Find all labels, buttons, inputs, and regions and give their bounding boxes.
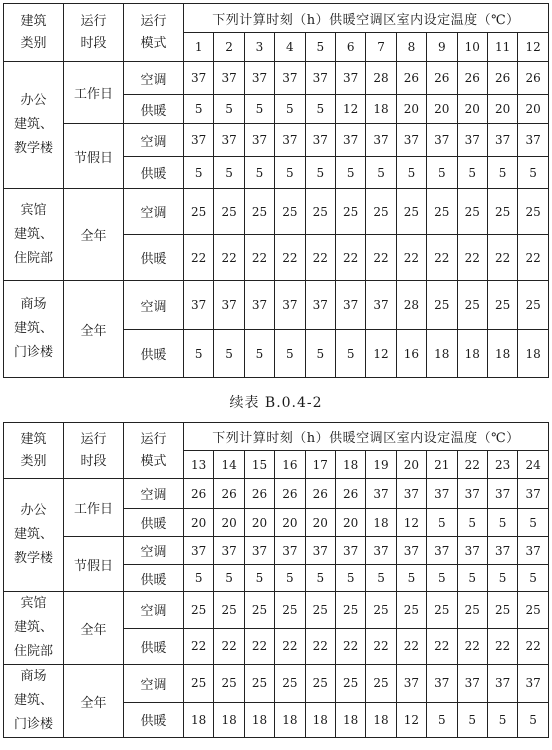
table-row [4, 189, 549, 235]
temperature-cell: 22 [518, 628, 549, 665]
temperature-cell: 5 [244, 565, 274, 592]
temperature-cell: 25 [366, 665, 396, 703]
temperature-cell: 37 [184, 62, 214, 95]
temperature-cell: 18 [366, 509, 396, 537]
temperature-cell: 16 [396, 330, 426, 378]
temperature-cell: 25 [184, 592, 214, 629]
temperature-cell: 26 [427, 62, 457, 95]
hour-header: 10 [457, 33, 487, 62]
period-all-year: 全年 [64, 592, 124, 665]
temperature-cell: 25 [366, 189, 396, 235]
temperature-cell: 18 [457, 330, 487, 378]
temperature-cell: 37 [244, 281, 274, 330]
period-holiday: 节假日 [64, 537, 124, 592]
temperature-cell: 37 [427, 479, 457, 509]
hour-header: 23 [487, 451, 517, 479]
category-hotel: 宾馆 建筑、 住院部 [4, 592, 64, 665]
temperature-cell: 37 [427, 665, 457, 703]
temperature-cell: 5 [184, 565, 214, 592]
temperature-cell: 37 [335, 537, 365, 565]
temperature-cell: 5 [518, 157, 549, 189]
header-operating-mode: 运行 模式 [124, 4, 184, 62]
temperature-cell: 25 [427, 189, 457, 235]
hour-header: 21 [427, 451, 457, 479]
temperature-cell: 22 [487, 628, 517, 665]
mode-heating: 供暖 [124, 157, 184, 189]
table-caption: 续表 B.0.4-2 [229, 395, 323, 411]
temperature-cell: 5 [244, 95, 274, 124]
temperature-cell: 25 [335, 189, 365, 235]
mode-cooling: 空调 [124, 665, 184, 703]
temperature-cell: 28 [366, 62, 396, 95]
temperature-cell: 22 [366, 628, 396, 665]
temperature-cell: 18 [184, 702, 214, 737]
temperature-cell: 22 [214, 628, 244, 665]
temperature-cell: 22 [214, 235, 244, 281]
header-operating-mode: 运行 模式 [124, 423, 184, 479]
temperature-cell: 37 [275, 537, 305, 565]
temperature-cell: 26 [275, 479, 305, 509]
temperature-cell: 25 [518, 281, 549, 330]
temperature-cell: 22 [396, 628, 426, 665]
temperature-cell: 20 [487, 95, 517, 124]
hour-header: 9 [427, 33, 457, 62]
mode-cooling: 空调 [124, 281, 184, 330]
temperature-cell: 22 [518, 235, 549, 281]
temperature-cell: 25 [457, 592, 487, 629]
mode-heating: 供暖 [124, 702, 184, 737]
temperature-cell: 25 [244, 665, 274, 703]
hour-header: 2 [214, 33, 244, 62]
temperature-cell: 18 [214, 702, 244, 737]
temperature-cell: 25 [184, 189, 214, 235]
temperature-cell: 37 [396, 537, 426, 565]
temperature-cell: 26 [396, 62, 426, 95]
temperature-cell: 37 [214, 62, 244, 95]
temperature-cell: 22 [427, 235, 457, 281]
temperature-cell: 26 [305, 479, 335, 509]
temperature-cell: 37 [518, 124, 549, 157]
temperature-cell: 37 [275, 62, 305, 95]
hour-header: 12 [518, 33, 549, 62]
temperature-cell: 22 [457, 628, 487, 665]
temperature-cell: 18 [366, 95, 396, 124]
temperature-cell: 22 [184, 628, 214, 665]
mode-heating: 供暖 [124, 628, 184, 665]
temperature-cell: 37 [487, 479, 517, 509]
temperature-cell: 5 [366, 565, 396, 592]
temperature-cell: 25 [275, 592, 305, 629]
period-holiday: 节假日 [64, 124, 124, 189]
hour-header: 6 [335, 33, 365, 62]
temperature-cell: 26 [518, 62, 549, 95]
temperature-cell: 25 [518, 189, 549, 235]
temperature-cell: 37 [487, 537, 517, 565]
category-office: 办公 建筑、 教学楼 [4, 62, 64, 189]
temperature-cell: 5 [214, 565, 244, 592]
hour-header: 16 [275, 451, 305, 479]
temperature-cell: 5 [487, 157, 517, 189]
temperature-cell: 5 [366, 157, 396, 189]
hour-header: 5 [305, 33, 335, 62]
mode-heating: 供暖 [124, 235, 184, 281]
temperature-cell: 5 [184, 157, 214, 189]
header-operating-period: 运行 时段 [64, 4, 124, 62]
temperature-cell: 22 [184, 235, 214, 281]
temperature-cell: 25 [275, 189, 305, 235]
temperature-cell: 5 [275, 565, 305, 592]
hour-header: 13 [184, 451, 214, 479]
temperature-cell: 25 [214, 189, 244, 235]
temperature-cell: 37 [396, 665, 426, 703]
temperature-cell: 37 [275, 124, 305, 157]
category-mall: 商场 建筑、 门诊楼 [4, 665, 64, 738]
temperature-cell: 5 [396, 565, 426, 592]
temperature-cell: 5 [244, 330, 274, 378]
temperature-cell: 5 [335, 565, 365, 592]
temperature-cell: 37 [457, 124, 487, 157]
temperature-cell: 25 [427, 592, 457, 629]
temperature-cell: 37 [335, 281, 365, 330]
category-mall: 商场 建筑、 门诊楼 [4, 281, 64, 378]
hour-header: 18 [335, 451, 365, 479]
temperature-cell: 5 [518, 565, 549, 592]
temperature-cell: 20 [457, 95, 487, 124]
table-row [4, 665, 549, 703]
temperature-cell: 25 [184, 665, 214, 703]
mode-cooling: 空调 [124, 124, 184, 157]
temperature-cell: 20 [184, 509, 214, 537]
temperature-cell: 37 [457, 537, 487, 565]
temperature-cell: 26 [487, 62, 517, 95]
temperature-cell: 5 [518, 509, 549, 537]
temperature-cell: 25 [275, 665, 305, 703]
temperature-cell: 22 [457, 235, 487, 281]
temperature-cell: 25 [487, 281, 517, 330]
temperature-cell: 37 [518, 537, 549, 565]
temperature-cell: 5 [427, 565, 457, 592]
hour-header: 24 [518, 451, 549, 479]
temperature-cell: 5 [305, 95, 335, 124]
temperature-cell: 25 [427, 281, 457, 330]
temperature-cell: 25 [305, 665, 335, 703]
mode-cooling: 空调 [124, 537, 184, 565]
hour-header: 19 [366, 451, 396, 479]
mode-cooling: 空调 [124, 62, 184, 95]
temperature-cell: 22 [487, 235, 517, 281]
temperature-cell: 22 [305, 628, 335, 665]
temperature-table-hours-13-24 [3, 422, 549, 738]
temperature-cell: 25 [214, 665, 244, 703]
table-row [4, 537, 549, 565]
temperature-cell: 37 [457, 479, 487, 509]
temperature-cell: 22 [275, 235, 305, 281]
table-row [4, 592, 549, 629]
temperature-cell: 5 [244, 157, 274, 189]
mode-cooling: 空调 [124, 479, 184, 509]
hour-header: 15 [244, 451, 274, 479]
temperature-cell: 18 [366, 702, 396, 737]
temperature-cell: 37 [275, 281, 305, 330]
temperature-cell: 37 [366, 281, 396, 330]
hour-header: 20 [396, 451, 426, 479]
mode-cooling: 空调 [124, 189, 184, 235]
temperature-cell: 12 [396, 702, 426, 737]
temperature-cell: 20 [396, 95, 426, 124]
hour-header: 14 [214, 451, 244, 479]
header-building-category: 建筑 类别 [4, 4, 64, 62]
temperature-cell: 37 [305, 124, 335, 157]
temperature-cell: 22 [335, 235, 365, 281]
temperature-cell: 37 [244, 62, 274, 95]
temperature-cell: 37 [214, 537, 244, 565]
temperature-cell: 22 [244, 628, 274, 665]
temperature-cell: 5 [335, 157, 365, 189]
temperature-cell: 25 [396, 592, 426, 629]
temperature-cell: 37 [305, 62, 335, 95]
temperature-cell: 12 [335, 95, 365, 124]
period-all-year: 全年 [64, 189, 124, 281]
temperature-cell: 20 [214, 509, 244, 537]
temperature-cell: 26 [184, 479, 214, 509]
temperature-cell: 18 [305, 702, 335, 737]
temperature-cell: 5 [184, 330, 214, 378]
temperature-cell: 5 [335, 330, 365, 378]
temperature-cell: 37 [427, 124, 457, 157]
temperature-cell: 37 [335, 124, 365, 157]
period-all-year: 全年 [64, 665, 124, 738]
table-row [4, 62, 549, 95]
temperature-cell: 37 [487, 665, 517, 703]
temperature-cell: 5 [275, 95, 305, 124]
temperature-cell: 5 [487, 702, 517, 737]
temperature-cell: 37 [518, 665, 549, 703]
temperature-cell: 20 [275, 509, 305, 537]
mode-heating: 供暖 [124, 565, 184, 592]
temperature-cell: 18 [518, 330, 549, 378]
table-row [4, 281, 549, 330]
hour-header: 3 [244, 33, 274, 62]
temperature-cell: 5 [214, 330, 244, 378]
temperature-cell: 20 [518, 95, 549, 124]
temperature-cell: 5 [427, 702, 457, 737]
temperature-cell: 28 [396, 281, 426, 330]
temperature-cell: 37 [457, 665, 487, 703]
temperature-cell: 5 [396, 157, 426, 189]
temperature-cell: 5 [487, 509, 517, 537]
temperature-cell: 37 [427, 537, 457, 565]
table-row [4, 479, 549, 509]
temperature-cell: 25 [335, 592, 365, 629]
temperature-cell: 5 [427, 509, 457, 537]
temperature-table-hours-1-12 [3, 3, 549, 378]
temperature-cell: 26 [335, 479, 365, 509]
header-setpoint-title: 下列计算时刻（h）供暖空调区室内设定温度（℃） [184, 4, 549, 33]
temperature-cell: 18 [427, 330, 457, 378]
period-workday: 工作日 [64, 479, 124, 537]
temperature-cell: 25 [214, 592, 244, 629]
temperature-cell: 18 [335, 702, 365, 737]
temperature-cell: 20 [335, 509, 365, 537]
temperature-cell: 37 [305, 281, 335, 330]
temperature-cell: 26 [457, 62, 487, 95]
temperature-cell: 37 [244, 537, 274, 565]
temperature-cell: 37 [487, 124, 517, 157]
temperature-cell: 37 [184, 537, 214, 565]
hour-header: 1 [184, 33, 214, 62]
temperature-cell: 37 [214, 281, 244, 330]
temperature-cell: 12 [396, 509, 426, 537]
temperature-cell: 5 [457, 509, 487, 537]
temperature-cell: 5 [275, 330, 305, 378]
temperature-cell: 20 [427, 95, 457, 124]
hour-header: 8 [396, 33, 426, 62]
hour-header: 17 [305, 451, 335, 479]
temperature-cell: 22 [396, 235, 426, 281]
temperature-cell: 18 [244, 702, 274, 737]
temperature-cell: 25 [487, 189, 517, 235]
temperature-cell: 5 [427, 157, 457, 189]
temperature-cell: 37 [184, 281, 214, 330]
temperature-cell: 37 [366, 479, 396, 509]
temperature-cell: 22 [275, 628, 305, 665]
temperature-cell: 5 [305, 157, 335, 189]
temperature-cell: 37 [335, 62, 365, 95]
temperature-cell: 5 [214, 157, 244, 189]
temperature-cell: 5 [305, 330, 335, 378]
period-all-year: 全年 [64, 281, 124, 378]
temperature-cell: 37 [396, 124, 426, 157]
temperature-cell: 18 [275, 702, 305, 737]
temperature-cell: 5 [518, 702, 549, 737]
temperature-cell: 5 [457, 565, 487, 592]
temperature-cell: 25 [457, 281, 487, 330]
temperature-cell: 18 [487, 330, 517, 378]
temperature-cell: 37 [184, 124, 214, 157]
category-office: 办公 建筑、 教学楼 [4, 479, 64, 592]
hour-header: 4 [275, 33, 305, 62]
mode-heating: 供暖 [124, 330, 184, 378]
header-operating-period: 运行 时段 [64, 423, 124, 479]
hour-header: 11 [487, 33, 517, 62]
temperature-cell: 25 [335, 665, 365, 703]
temperature-cell: 22 [366, 235, 396, 281]
temperature-cell: 5 [457, 157, 487, 189]
temperature-cell: 25 [487, 592, 517, 629]
temperature-cell: 5 [305, 565, 335, 592]
temperature-cell: 20 [305, 509, 335, 537]
mode-cooling: 空调 [124, 592, 184, 629]
category-hotel: 宾馆 建筑、 住院部 [4, 189, 64, 281]
temperature-cell: 25 [244, 592, 274, 629]
temperature-cell: 5 [457, 702, 487, 737]
temperature-cell: 22 [335, 628, 365, 665]
temperature-cell: 5 [275, 157, 305, 189]
temperature-cell: 20 [244, 509, 274, 537]
temperature-cell: 37 [396, 479, 426, 509]
temperature-cell: 37 [366, 124, 396, 157]
header-building-category: 建筑 类别 [4, 423, 64, 479]
temperature-cell: 26 [244, 479, 274, 509]
mode-heating: 供暖 [124, 95, 184, 124]
temperature-cell: 22 [427, 628, 457, 665]
temperature-cell: 25 [457, 189, 487, 235]
temperature-cell: 25 [305, 189, 335, 235]
temperature-cell: 25 [396, 189, 426, 235]
temperature-cell: 25 [305, 592, 335, 629]
temperature-cell: 5 [214, 95, 244, 124]
hour-header: 7 [366, 33, 396, 62]
temperature-cell: 37 [305, 537, 335, 565]
temperature-cell: 26 [214, 479, 244, 509]
temperature-cell: 5 [184, 95, 214, 124]
temperature-cell: 25 [518, 592, 549, 629]
mode-heating: 供暖 [124, 509, 184, 537]
header-setpoint-title: 下列计算时刻（h）供暖空调区室内设定温度（℃） [184, 423, 549, 451]
table-row [4, 124, 549, 157]
temperature-cell: 12 [366, 330, 396, 378]
temperature-cell: 37 [366, 537, 396, 565]
temperature-cell: 25 [244, 189, 274, 235]
hour-header: 22 [457, 451, 487, 479]
temperature-cell: 22 [244, 235, 274, 281]
temperature-cell: 37 [244, 124, 274, 157]
temperature-cell: 37 [214, 124, 244, 157]
temperature-cell: 37 [518, 479, 549, 509]
temperature-cell: 25 [366, 592, 396, 629]
period-workday: 工作日 [64, 62, 124, 124]
temperature-cell: 5 [487, 565, 517, 592]
temperature-cell: 22 [305, 235, 335, 281]
